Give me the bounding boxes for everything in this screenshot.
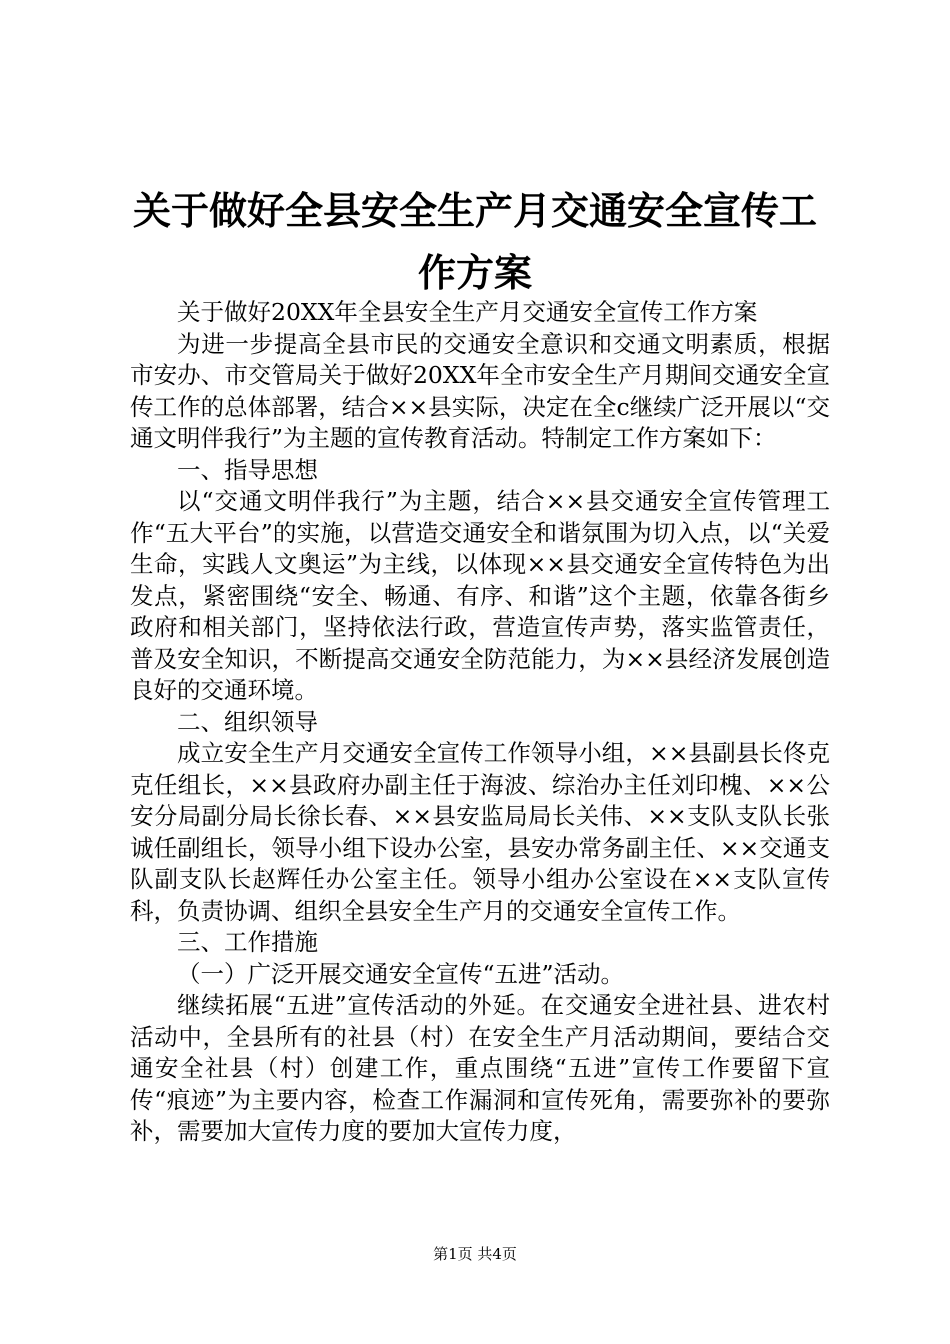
subsection-heading-five-entries: （一）广泛开展交通安全宣传“五进”活动。 bbox=[177, 959, 625, 988]
five-entries-paragraph: 继续拓展“五进”宣传活动的外延。在交通安全进社县、进农村活动中，全县所有的社县（村）在安全生产月活动期间，要结合交通安全社县（村）创建工作，重点围绕“五进”宣传工作要留下宣传“痕迹”为主要内容，检查工作漏洞和宣传死角，需要弥补的要弥补，需要加大宣传力度的要加大宣传力度， bbox=[130, 991, 830, 1145]
section-heading-organization: 二、组织领导 bbox=[177, 707, 318, 736]
section-heading-work-measures: 三、工作措施 bbox=[177, 928, 318, 956]
document-body bbox=[130, 297, 830, 1148]
page-number-footer: 第1页 共4页 bbox=[433, 1245, 517, 1263]
subtitle-paragraph: 关于做好20XX年全县安全生产月交通安全宣传工作方案 bbox=[177, 298, 758, 326]
intro-paragraph: 为进一步提高全县市民的交通安全意识和交通文明素质，根据市安办、市交管局关于做好20XX年全市安全生产月期间交通安全宣传工作的总体部署，结合××县实际，决定在全c继续广泛开展以“交通文明伴我行”为主题的宣传教育活动。特制定工作方案如下： bbox=[130, 329, 830, 452]
guiding-ideology-paragraph: 以“交通文明伴我行”为主题，结合××县交通安全宣传管理工作“五大平台”的实施，以营造交通安全和谐氛围为切入点，以“关爱生命，实践人文奥运”为主线，以体现××县交通安全宣传特色为出发点，紧密围绕“安全、畅通、有序、和谐”这个主题，依靠各街乡政府和相关部门，坚持依法行政，营造宣传声势，落实监管责任，普及安全知识，不断提高交通安全防范能力，为××县经济发展创造良好的交通环境。 bbox=[130, 487, 830, 704]
section-heading-guiding-ideology: 一、指导思想 bbox=[177, 455, 318, 484]
organization-paragraph: 成立安全生产月交通安全宣传工作领导小组，××县副县长佟克克任组长，××县政府办副主任于海波、综治办主任刘印槐、××公安分局副分局长徐长春、××县安监局局长关伟、××支队支队长张诚任副组长，领导小组下设办公室，县安办常务副主任、××交通支队副支队长赵辉任办公室主任。领导小组办公室设在××支队宣传科，负责协调、组织全县安全生产月的交通安全宣传工作。 bbox=[130, 739, 830, 925]
document-title: 关于做好全县安全生产月交通安全宣传工作方案 bbox=[132, 188, 817, 295]
